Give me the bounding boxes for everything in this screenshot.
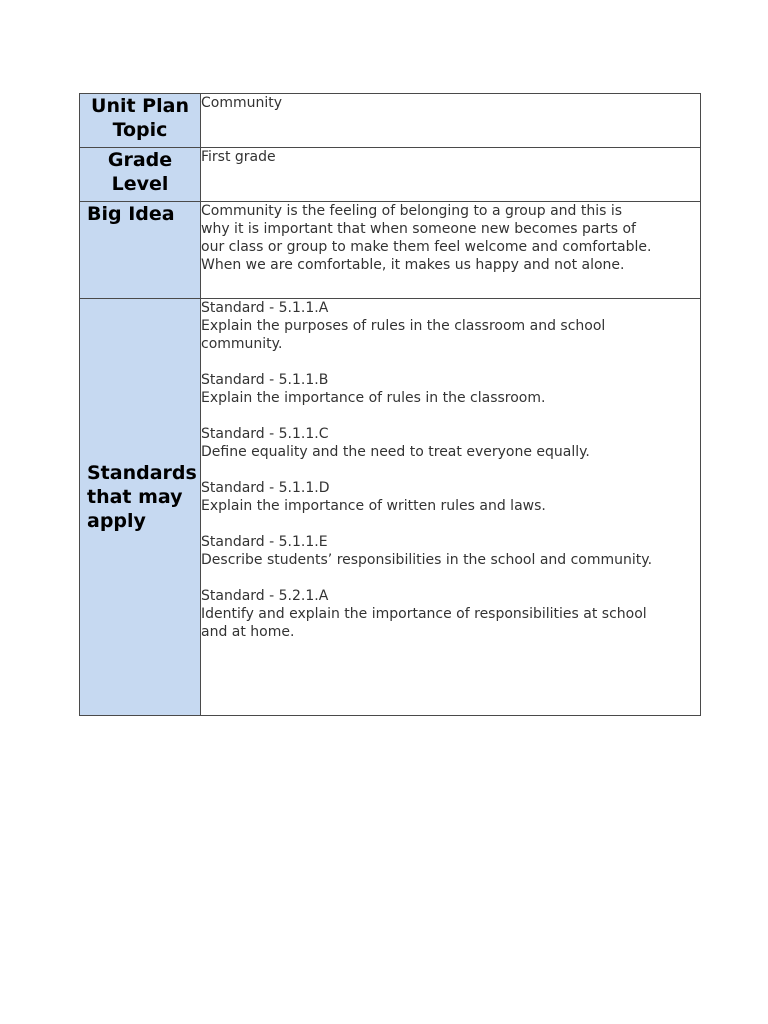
standard-item <box>201 533 700 569</box>
big-idea-value <box>201 202 701 299</box>
topic-value: Community <box>201 94 701 148</box>
standard-code: Standard - 5.1.1.B <box>201 372 329 388</box>
standards-label: Standards that may apply <box>80 299 201 716</box>
standard-description: Describe students’ responsibilities in the school and community. <box>201 552 653 568</box>
standard-description: Identify and explain the importance of responsibilities at school <box>201 606 647 622</box>
standard-description: Explain the purposes of rules in the classroom and school <box>201 318 606 334</box>
standard-item <box>201 299 700 353</box>
big-idea-line: why it is important that when someone new becomes parts of <box>201 221 636 237</box>
standards-row <box>80 299 701 716</box>
standard-item <box>201 479 700 515</box>
standards-value <box>201 299 701 716</box>
standard-description: Explain the importance of written rules and laws. <box>201 498 546 514</box>
standard-code: Standard - 5.1.1.E <box>201 534 328 550</box>
unit-plan-table <box>79 93 701 716</box>
grade-value: First grade <box>201 148 701 202</box>
big-idea-label: Big Idea <box>80 202 201 299</box>
topic-row <box>80 94 701 148</box>
standard-code: Standard - 5.1.1.C <box>201 426 329 442</box>
big-idea-line: When we are comfortable, it makes us happy and not alone. <box>201 257 625 273</box>
standard-item <box>201 587 700 641</box>
standard-item <box>201 425 700 461</box>
standard-description: Explain the importance of rules in the classroom. <box>201 390 546 406</box>
standard-description: and at home. <box>201 624 295 640</box>
standard-item <box>201 371 700 407</box>
standard-description: community. <box>201 336 283 352</box>
standard-code: Standard - 5.1.1.A <box>201 300 329 316</box>
standard-description: Define equality and the need to treat everyone equally. <box>201 444 590 460</box>
big-idea-line: Community is the feeling of belonging to a group and this is <box>201 203 623 219</box>
standard-code: Standard - 5.1.1.D <box>201 480 330 496</box>
grade-label: Grade Level <box>80 148 201 202</box>
grade-row <box>80 148 701 202</box>
standard-code: Standard - 5.2.1.A <box>201 588 329 604</box>
big-idea-row <box>80 202 701 299</box>
big-idea-line: our class or group to make them feel welcome and comfortable. <box>201 239 652 255</box>
topic-label: Unit Plan Topic <box>80 94 201 148</box>
